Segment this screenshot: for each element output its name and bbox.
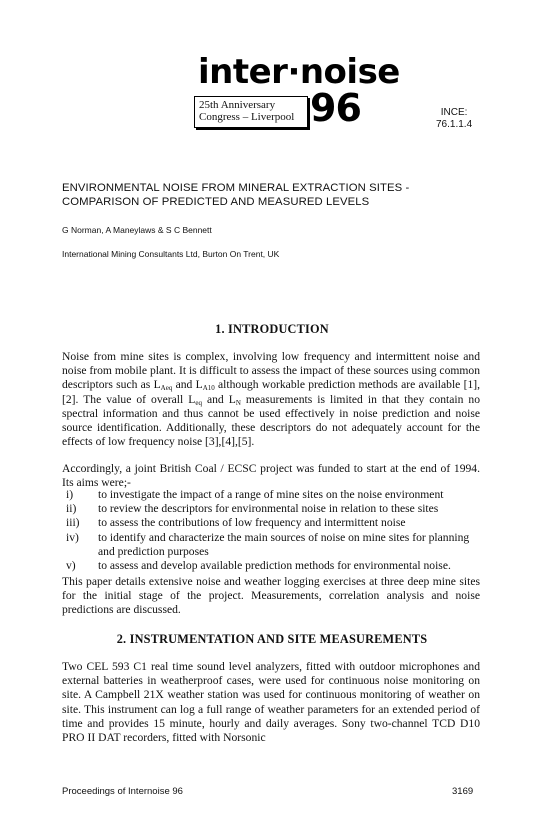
intro-paragraph-1: Noise from mine sites is complex, involving low frequency and intermittent noise and noise from mobile plant. It is difficult to assess the impact of these sources using common descriptors such as $L_{Aeq}$ and $L_{A10}$ although workable prediction methods are available [1],[2]. The value of overall $L_{eq}$ and $L_N$ measurements is limited in that they contain no spectral information and thus cannot be used effectively in noise prediction and noise source identification. Additionally, these descriptors do not adequately account for the effects of low frequency noise [3],[4],[5].	[62, 350, 481, 449]
ince-classification	[436, 107, 472, 131]
section-heading-introduction: 1. INTRODUCTION	[215, 322, 329, 336]
logo-banner-line1: 25th Anniversary	[199, 99, 276, 111]
aim-item: iv) to identify and characterize the main sources of noise on mine sites for planning and prediction purposes	[66, 530, 470, 558]
logo-year: 96	[310, 86, 361, 130]
paper-title-line2: COMPARISON OF PREDICTED AND MEASURED LEVELS	[62, 195, 370, 208]
logo-banner	[194, 96, 308, 128]
aim-item: v) to assess and develop available prediction methods for environmental noise.	[66, 559, 451, 573]
paper-affiliation: International Mining Consultants Ltd, Burton On Trent, UK	[62, 249, 280, 259]
ince-label: INCE:	[440, 107, 468, 118]
paper-authors: G Norman, A Maneylaws & S C Bennett	[62, 225, 212, 235]
intro-paragraph-3: This paper details extensive noise and weather logging exercises at three deep mine sites for the initial stage of the project. Measurements, correlation analysis and noise predictions are discussed.	[62, 575, 480, 617]
project-aims-list	[62, 488, 482, 573]
logo-banner-line2: Congress – Liverpool	[199, 111, 295, 123]
intro-paragraph-2: Accordingly, a joint British Coal / ECSC project was funded to start at the end of 1994. Its aims were;-	[62, 462, 480, 490]
paper-title-line1: ENVIRONMENTAL NOISE FROM MINERAL EXTRACTION SITES -	[62, 182, 410, 194]
instrumentation-paragraph-1: Two CEL 593 C1 real time sound level analyzers, fitted with outdoor microphones and external batteries in weatherproof cases, were used for continuous noise monitoring on site. A Campbell 21X weather station was used for continuous monitoring of weather on site. This instrument can log a full range of weather parameters for an extended period of time and provides 15 minute, hourly and daily averages. Sony two-channel TCD D10 PRO II DAT recorders, fitted with Norsonic	[62, 660, 480, 745]
paper-title	[62, 182, 502, 209]
page-number: 3169	[452, 786, 474, 797]
ince-code: 76.1.1.4	[436, 119, 473, 130]
aim-item: iii) to assess the contributions of low frequency and intermittent noise	[66, 516, 406, 530]
logo-wordmark: inter·noise	[198, 52, 400, 92]
section-heading-instrumentation: 2. INSTRUMENTATION AND SITE MEASUREMENTS	[116, 632, 428, 646]
footer-proceedings: Proceedings of Internoise 96	[62, 786, 183, 797]
aim-item: i) to investigate the impact of a range of mine sites on the noise environment	[66, 488, 444, 501]
aim-item: ii) to review the descriptors for environmental noise in relation to these sites	[66, 502, 439, 516]
conference-logo	[170, 52, 400, 132]
